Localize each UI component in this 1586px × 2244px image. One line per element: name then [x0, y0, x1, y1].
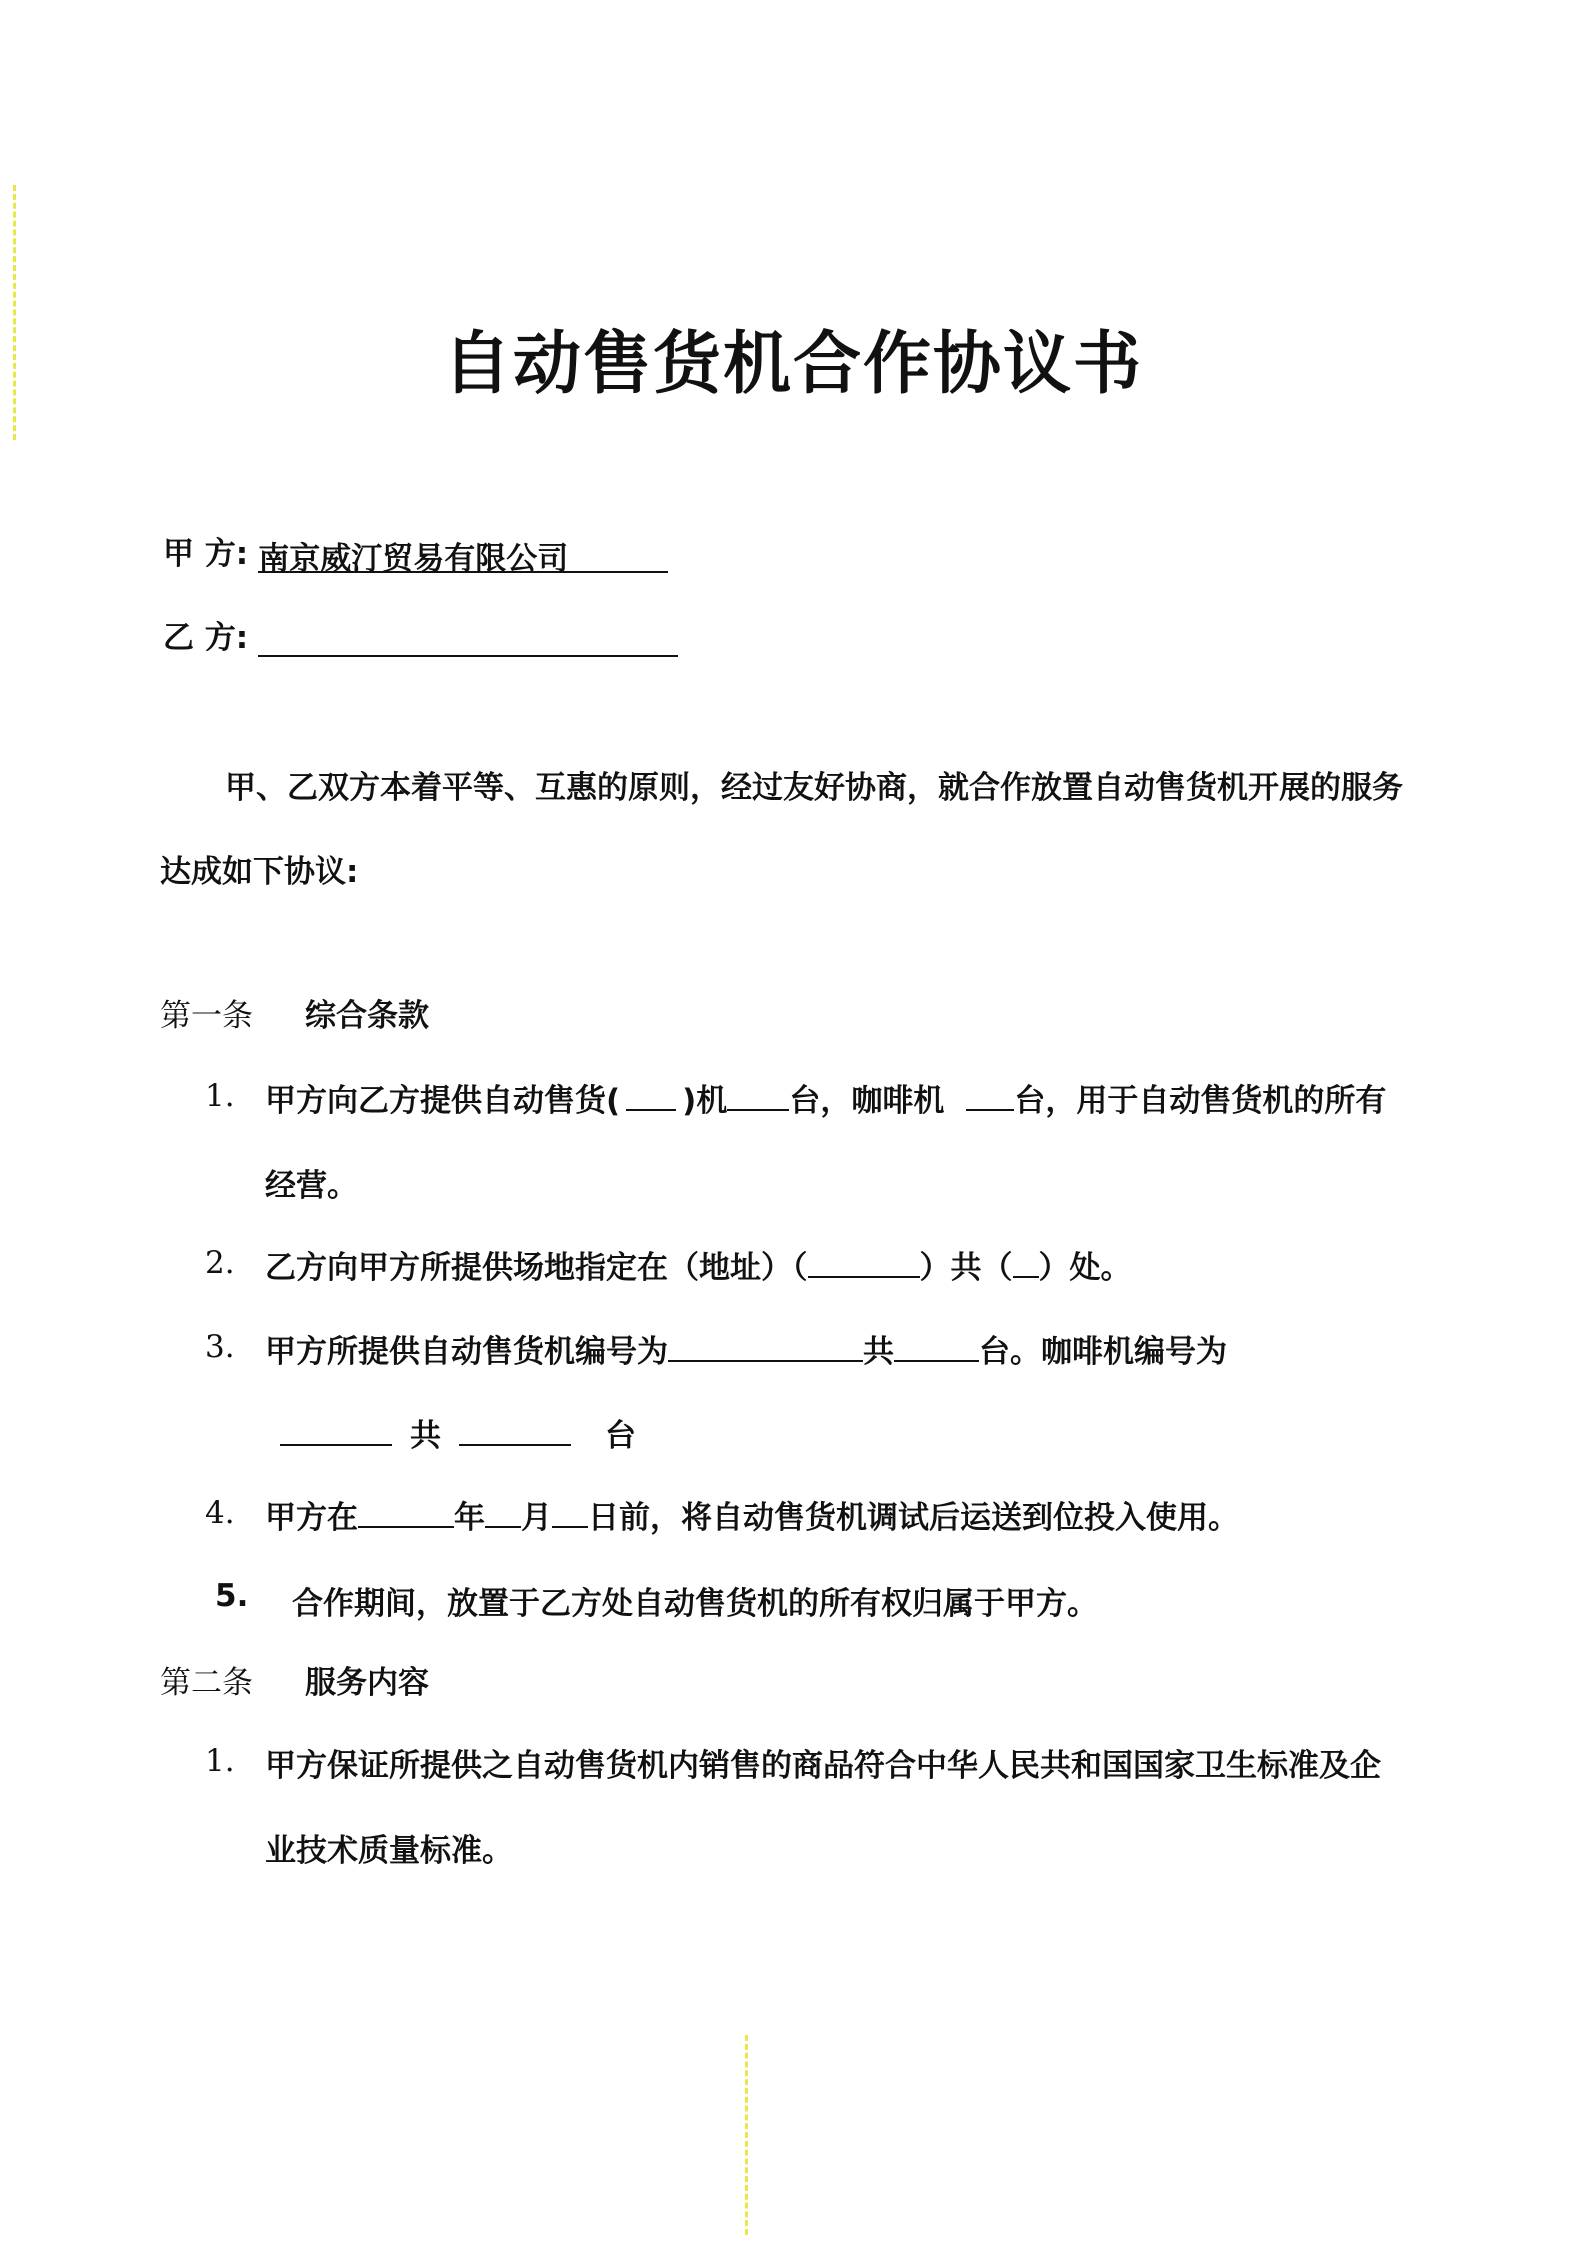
party-a-label: 甲 方:: [163, 536, 249, 572]
article-1-heading: [160, 990, 429, 1035]
article-2-number: 第二条: [160, 1665, 253, 1701]
article-1-item-5: 合作期间，放置于乙方处自动售货机的所有权归属于甲方。: [292, 1586, 1098, 1622]
blank-field[interactable]: [626, 1079, 676, 1111]
item-number: 5.: [215, 1578, 249, 1614]
party-b: [163, 612, 678, 657]
article-1-title: 综合条款: [305, 998, 429, 1034]
article-2-heading: [160, 1657, 429, 1702]
article-1-number: 第一条: [160, 998, 253, 1034]
blank-field[interactable]: [459, 1414, 571, 1446]
blank-field[interactable]: [668, 1330, 863, 1362]
document-title: 自动售货机合作协议书: [442, 325, 1143, 404]
item-number: 3.: [205, 1329, 235, 1365]
party-b-field[interactable]: [258, 617, 678, 657]
blank-field[interactable]: [358, 1496, 454, 1528]
article-1-item-3-continued: 共 台: [280, 1410, 636, 1455]
item-number: 1.: [205, 1078, 235, 1114]
article-2-item-1-continued: 业技术质量标准。: [265, 1833, 513, 1869]
blank-field[interactable]: [966, 1079, 1014, 1111]
party-a-value: 南京威汀贸易有限公司: [258, 541, 569, 577]
preamble-line-1: 甲、乙双方本着平等、互惠的原则，经过友好协商，就合作放置自动售货机开展的服务: [225, 770, 1403, 806]
blank-field[interactable]: [280, 1414, 392, 1446]
article-1-item-1: 甲方向乙方提供自动售货( )机 台，咖啡机 台，用于自动售货机的所有: [265, 1075, 1386, 1120]
blank-field[interactable]: [552, 1496, 588, 1528]
article-2-title: 服务内容: [305, 1665, 429, 1701]
preamble-line-2: 达成如下协议:: [160, 854, 359, 890]
blank-field[interactable]: [727, 1079, 789, 1111]
blank-field[interactable]: [808, 1246, 920, 1278]
article-1-item-4: 甲方在 年 月 日前，将自动售货机调试后运送到位投入使用。: [265, 1492, 1239, 1537]
party-a: [163, 528, 668, 577]
fold-line: [745, 2035, 748, 2235]
blank-field[interactable]: [1013, 1246, 1039, 1278]
article-1-item-2: 乙方向甲方所提供场地指定在（地址）（ ）共（ ）处。: [265, 1242, 1132, 1287]
blank-field[interactable]: [894, 1330, 979, 1362]
article-1-item-3: 甲方所提供自动售货机编号为 共 台。咖啡机编号为: [265, 1326, 1227, 1371]
blank-field[interactable]: [485, 1496, 521, 1528]
article-2-item-1: 甲方保证所提供之自动售货机内销售的商品符合中华人民共和国国家卫生标准及企: [265, 1748, 1381, 1784]
article-1-item-1-continued: 经营。: [265, 1168, 358, 1204]
item-number: 2.: [205, 1245, 235, 1281]
party-b-label: 乙 方:: [163, 620, 249, 656]
item-number: 1.: [205, 1743, 235, 1779]
item-number: 4.: [205, 1495, 235, 1531]
party-a-field[interactable]: [258, 533, 668, 577]
